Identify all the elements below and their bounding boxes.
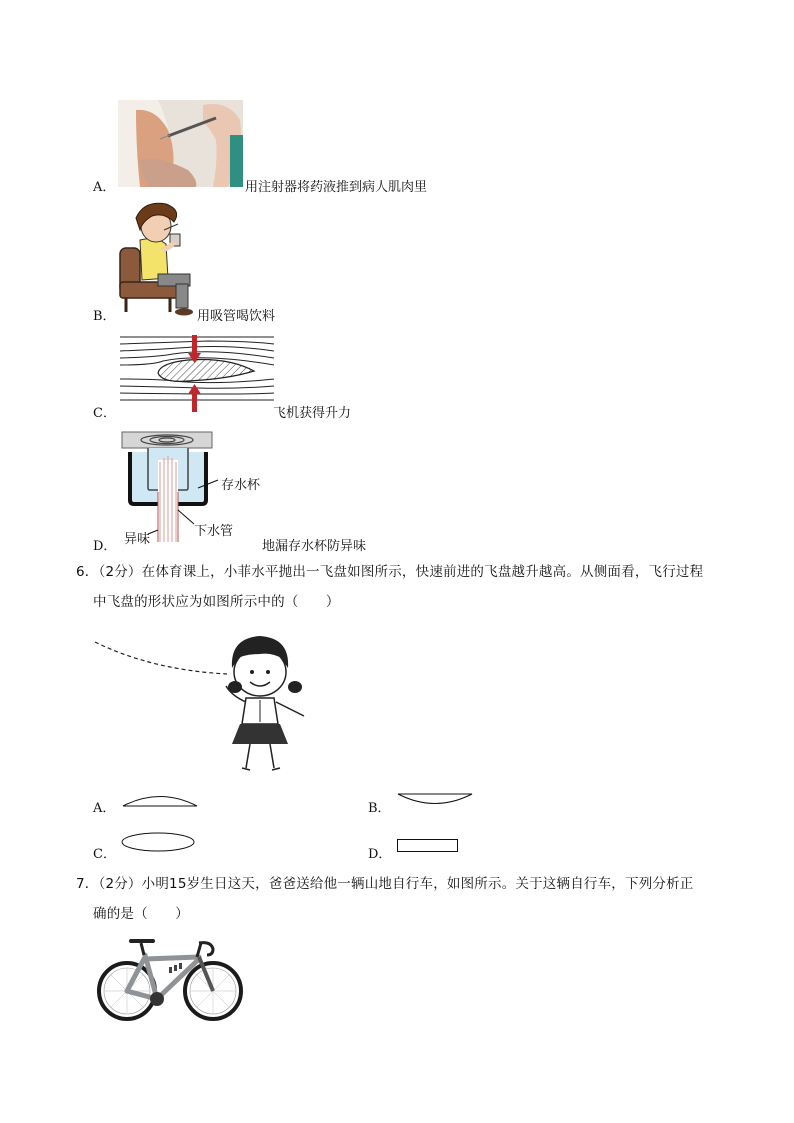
frisbee-shape-c bbox=[121, 832, 195, 852]
pipe-label: 下水管 bbox=[194, 524, 234, 539]
option-c-letter: C． bbox=[93, 406, 116, 421]
option-a-text: 用注射器将药液推到病人肌肉里 bbox=[245, 180, 428, 195]
option-a-letter: A． bbox=[93, 180, 116, 195]
frisbee-shape-d bbox=[397, 839, 459, 853]
q6-option-d-letter[interactable]: D． bbox=[368, 847, 392, 862]
cup-label: 存水杯 bbox=[221, 478, 261, 493]
odor-label: 异味 bbox=[124, 532, 151, 547]
mountain-bike-photo bbox=[95, 935, 245, 1025]
q6-option-b-letter[interactable]: B． bbox=[368, 801, 391, 816]
girl-throwing-frisbee bbox=[92, 630, 317, 775]
q6-stem-line1: 6．（2分）在体育课上，小菲水平抛出一飞盘如图所示，快速前进的飞盘越升越高。从侧面看，飞行过程 bbox=[76, 564, 704, 580]
option-c-text: 飞机获得升力 bbox=[273, 406, 352, 421]
injection-photo bbox=[118, 100, 243, 187]
q6-stem-line2: 中飞盘的形状应为如图所示中的（ ） bbox=[93, 594, 340, 610]
q7-stem-line2: 确的是（ ） bbox=[93, 906, 189, 922]
airfoil-diagram bbox=[118, 333, 278, 413]
boy-drinking-cartoon bbox=[118, 200, 198, 318]
option-d-text: 地漏存水杯防异味 bbox=[262, 539, 367, 554]
q6-option-a-letter[interactable]: A． bbox=[93, 801, 116, 816]
option-d-letter: D． bbox=[93, 539, 117, 554]
frisbee-shape-b bbox=[397, 793, 473, 807]
frisbee-shape-a bbox=[122, 793, 198, 807]
q6-option-c-letter[interactable]: C． bbox=[93, 847, 116, 862]
option-b-text: 用吸管喝饮料 bbox=[197, 309, 276, 324]
q7-stem-line1: 7．（2分）小明15岁生日这天，爸爸送给他一辆山地自行车，如图所示。关于这辆自行车，下列分析正 bbox=[76, 876, 694, 892]
option-b-letter: B． bbox=[93, 309, 116, 324]
